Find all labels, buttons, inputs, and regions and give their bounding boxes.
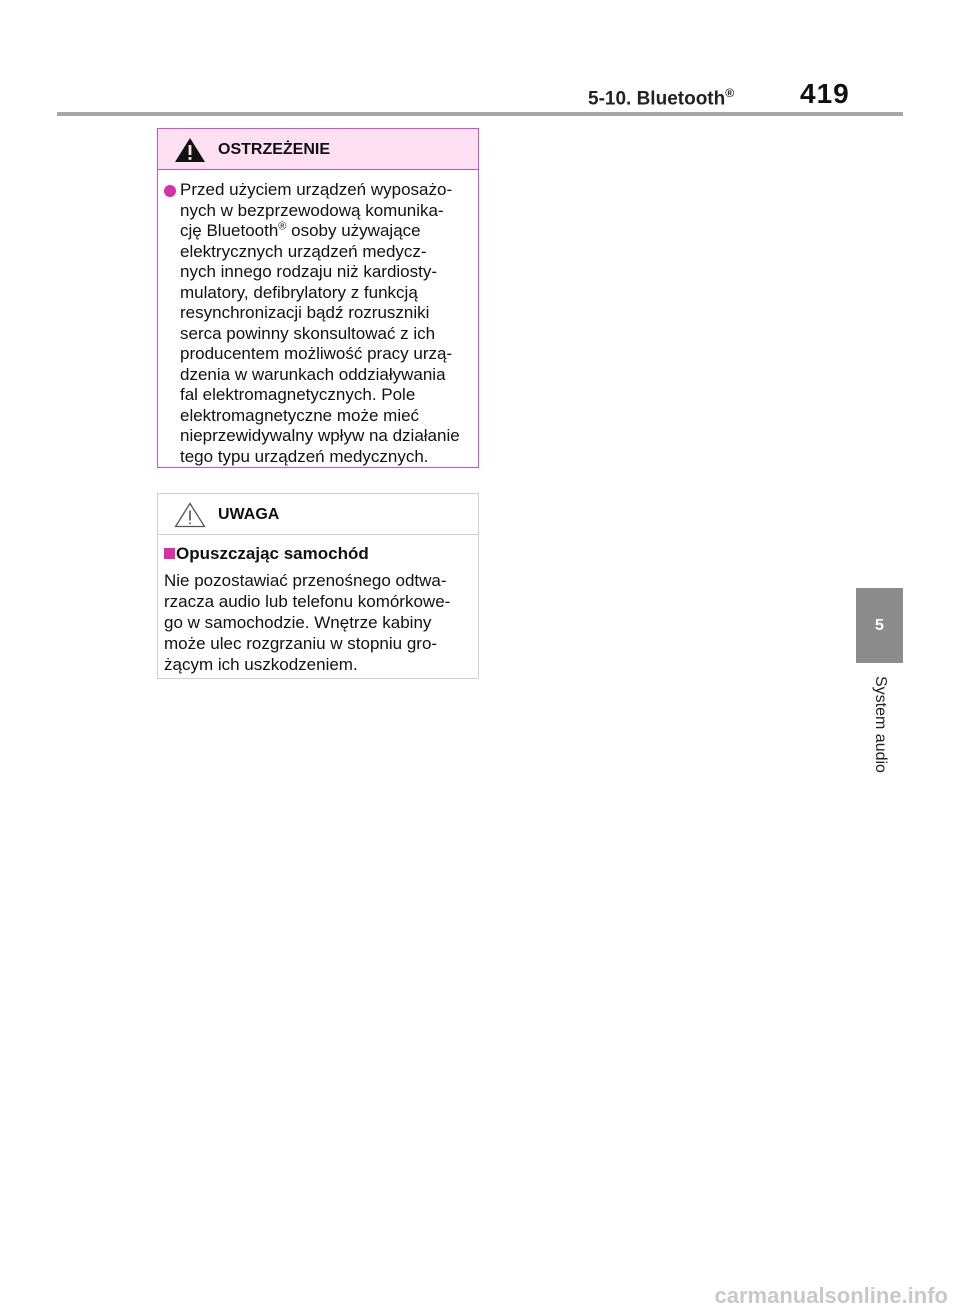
square-bullet-icon [164,548,175,559]
notice-box [157,493,479,679]
chapter-tab[interactable] [856,588,903,663]
warning-line: nych w bezprzewodową komunika- [180,200,444,220]
footer-watermark: carmanualsonline.info [714,1283,948,1308]
notice-line: rzacza audio lub telefonu komórkowe- [164,592,451,611]
warning-line-part: cję Bluetooth [180,221,279,240]
warning-line: nieprzewidywalny wpływ na działanie [180,426,460,445]
header-rule [57,112,903,116]
notice-line: żącym ich uszkodzeniem. [164,655,358,674]
registered-mark: ® [278,220,287,233]
warning-line: tego typu urządzeń medycznych. [180,446,429,466]
notice-body [158,535,478,675]
chapter-label: System audio [872,676,889,773]
section-title [588,86,734,110]
notice-subheading [164,543,470,564]
chapter-number: 5 [875,616,884,634]
warning-line: nych innego rodzaju niż kardiosty- [180,262,438,281]
warning-line: serca powinny skonsultować z ich [180,323,436,343]
warning-body [158,170,478,467]
warning-box [157,128,479,468]
warning-triangle-icon [174,137,206,168]
bullet-dot-icon [164,185,176,197]
notice-subheading-text: Opuszczając samochód [176,544,369,563]
notice-line: Nie pozostawiać przenośnego odtwa- [164,571,447,590]
warning-line: dzenia w warunkach oddziaływania [180,364,446,384]
warning-line [180,221,470,242]
warning-line-part: osoby używające [291,221,421,240]
warning-line: Przed użyciem urządzeń wyposażo- [180,180,453,199]
warning-line: resynchronizacji bądź rozruszniki [180,303,430,322]
notice-header [158,494,478,535]
warning-line: mulatory, defibrylatory z funkcją [180,282,418,302]
section-title-text: 5-10. Bluetooth [588,88,726,110]
warning-header [158,129,478,170]
warning-line: elektromagnetyczne może mieć [180,405,420,425]
warning-title: OSTRZEŻENIE [218,141,331,158]
warning-line: fal elektromagnetycznych. Pole [180,385,416,404]
notice-title: UWAGA [218,506,280,523]
warning-line: elektrycznych urządzeń medycz- [180,241,427,261]
notice-line: go w samochodzie. Wnętrze kabiny [164,613,432,632]
warning-line: producentem możliwość pracy urzą- [180,344,453,363]
registered-mark: ® [725,86,735,100]
caution-triangle-icon [174,502,206,533]
page-number: 419 [800,78,850,109]
notice-line: może ulec rozgrzaniu w stopniu gro- [164,634,438,653]
